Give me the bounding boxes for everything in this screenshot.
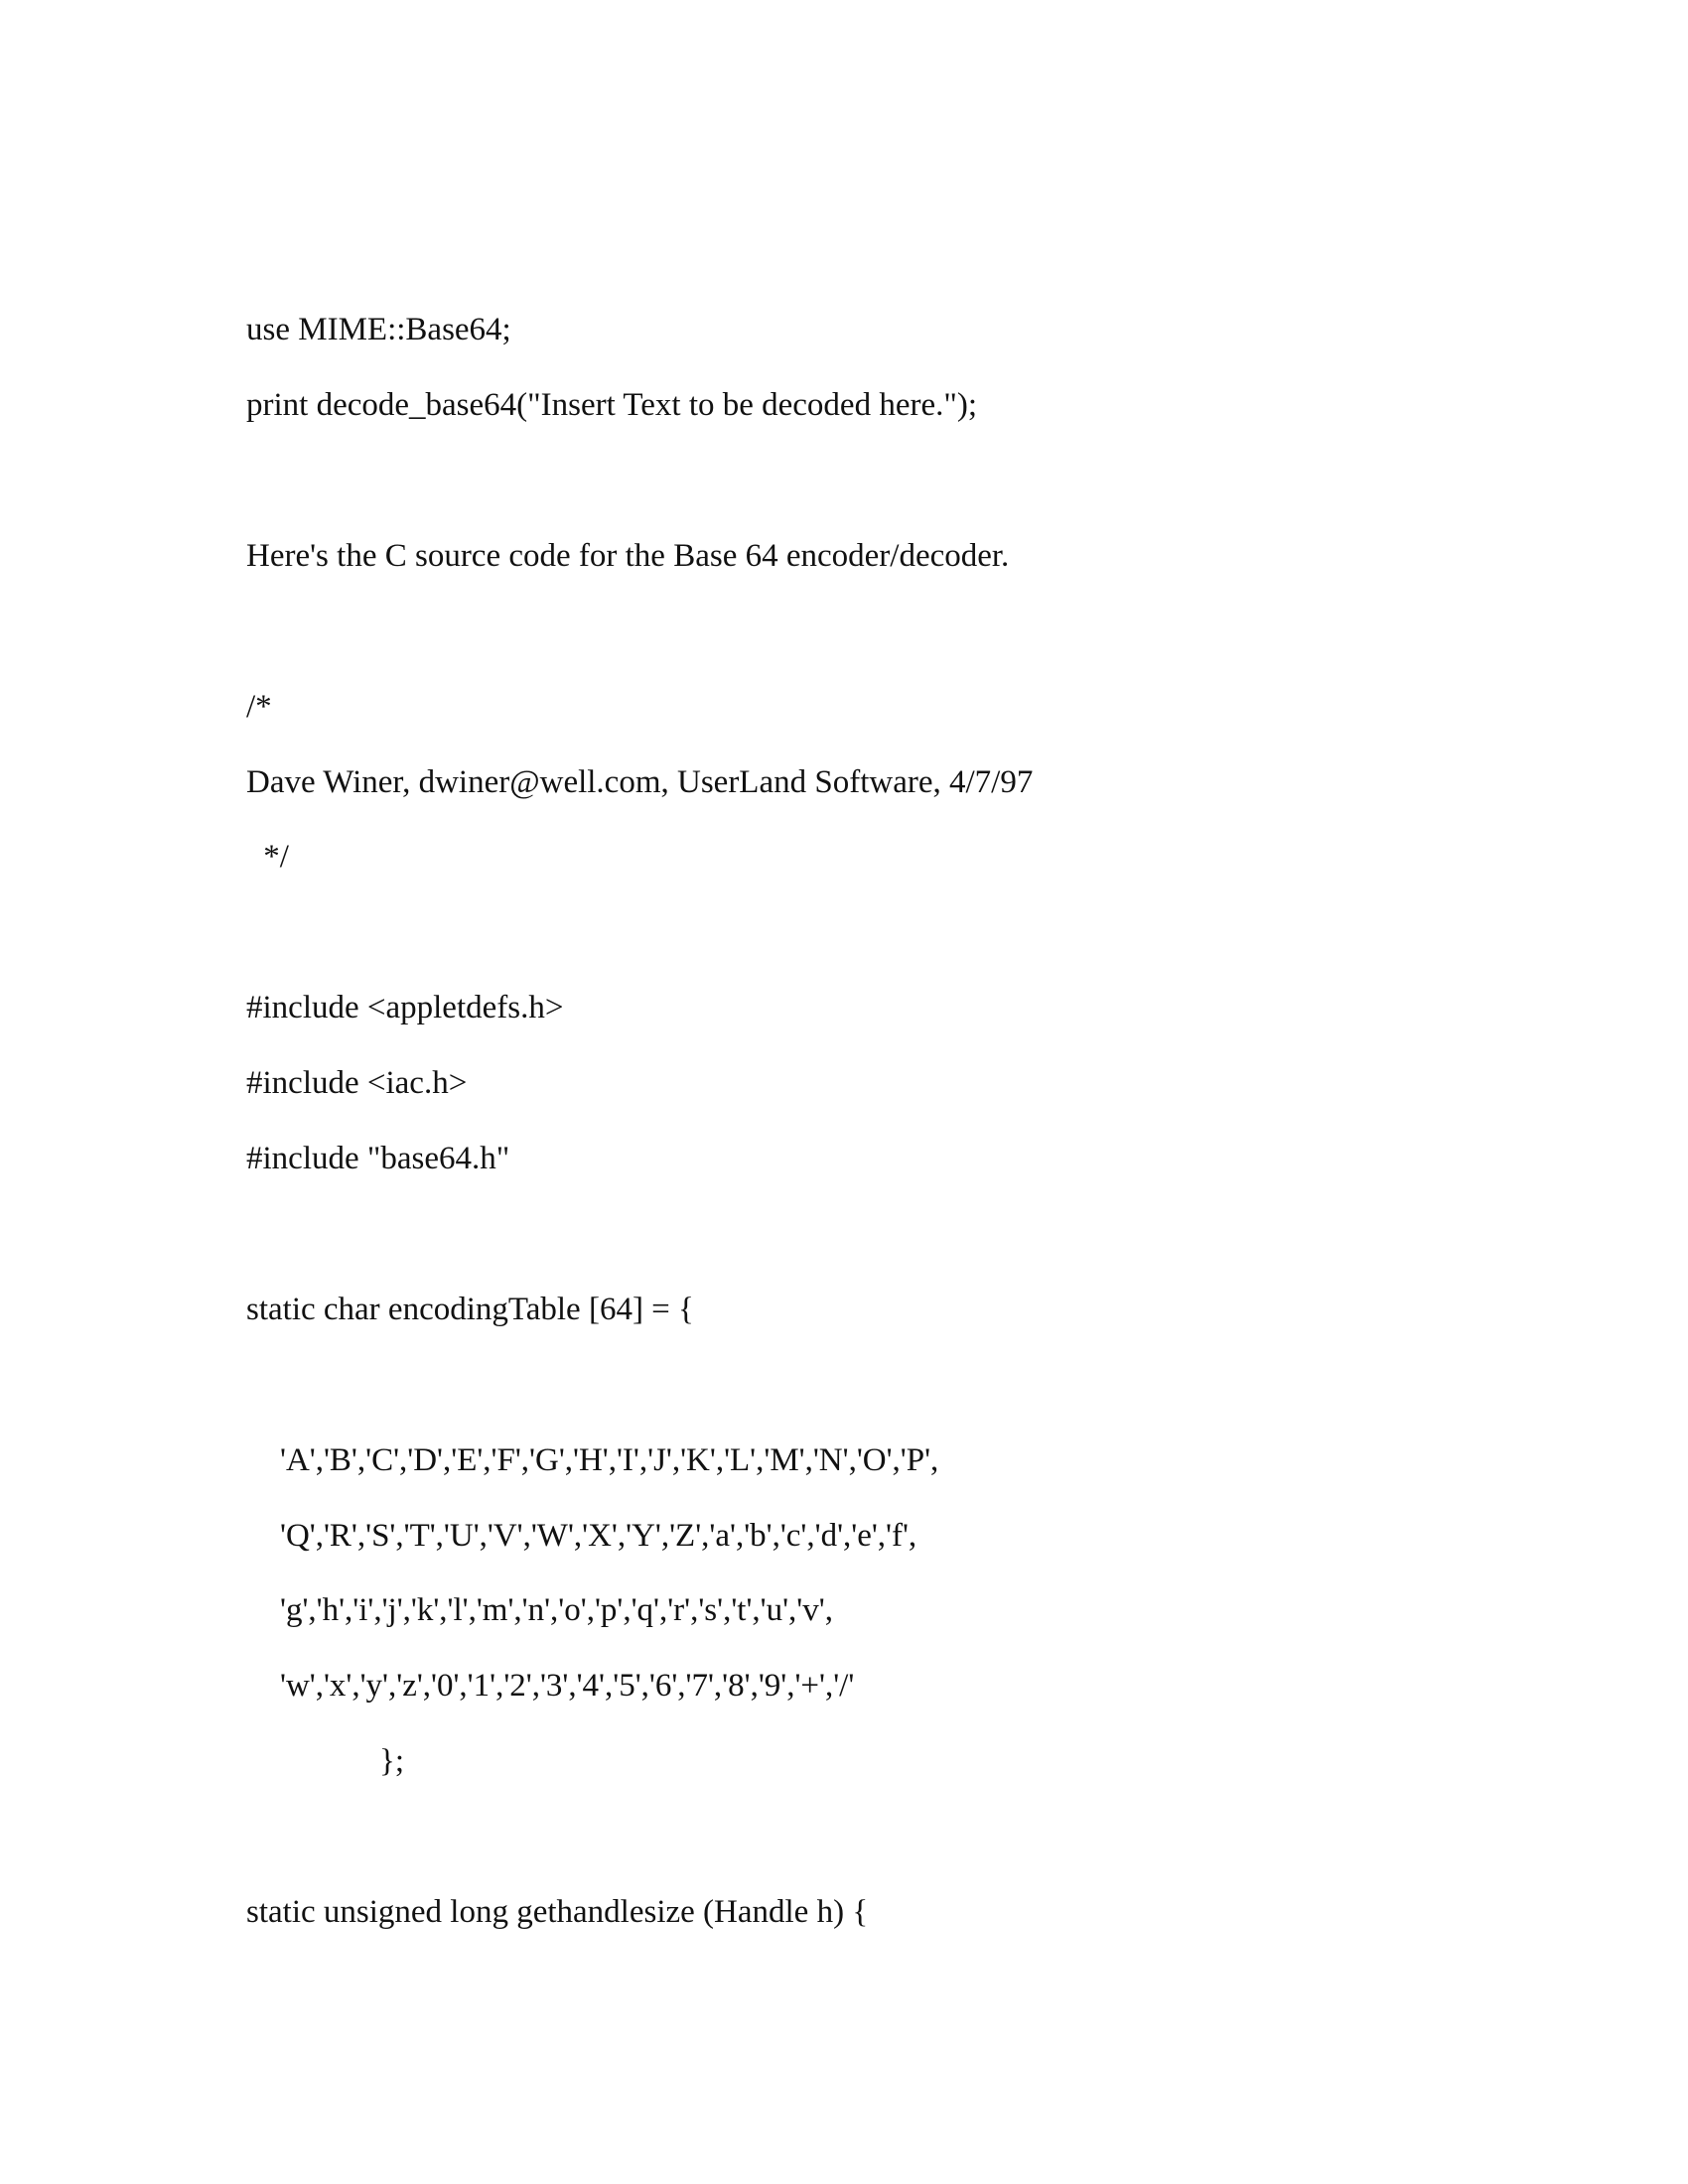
include-iac: #include <iac.h>: [246, 1065, 468, 1101]
encoding-table-row-3: 'g','h','i','j','k','l','m','n','o','p','q','r','s','t','u','v',: [280, 1592, 833, 1628]
include-appletdefs: #include <appletdefs.h>: [246, 990, 564, 1025]
encoding-table-row-4: 'w','x','y','z','0','1','2','3','4','5','6','7','8','9','+','/': [280, 1668, 855, 1704]
encoding-table-row-1: 'A','B','C','D','E','F','G','H','I','J','K','L','M','N','O','P',: [280, 1442, 939, 1478]
code-line-print-decode: print decode_base64("Insert Text to be decoded here.");: [246, 387, 977, 423]
comment-close: */: [255, 839, 289, 875]
gethandlesize-declaration: static unsigned long gethandlesize (Handle h) {: [246, 1894, 869, 1930]
code-line-use-mime: use MIME::Base64;: [246, 312, 511, 347]
text-line-source-intro: Here's the C source code for the Base 64 encoder/decoder.: [246, 538, 1010, 574]
comment-open: /*: [246, 689, 272, 725]
encoding-table-row-2: 'Q','R','S','T','U','V','W','X','Y','Z','a','b','c','d','e','f',: [280, 1518, 917, 1554]
include-base64: #include "base64.h": [246, 1141, 510, 1176]
encoding-table-close: };: [379, 1743, 405, 1779]
encoding-table-declaration: static char encodingTable [64] = {: [246, 1292, 694, 1327]
comment-author-line: Dave Winer, dwiner@well.com, UserLand Software, 4/7/97: [246, 764, 1034, 800]
